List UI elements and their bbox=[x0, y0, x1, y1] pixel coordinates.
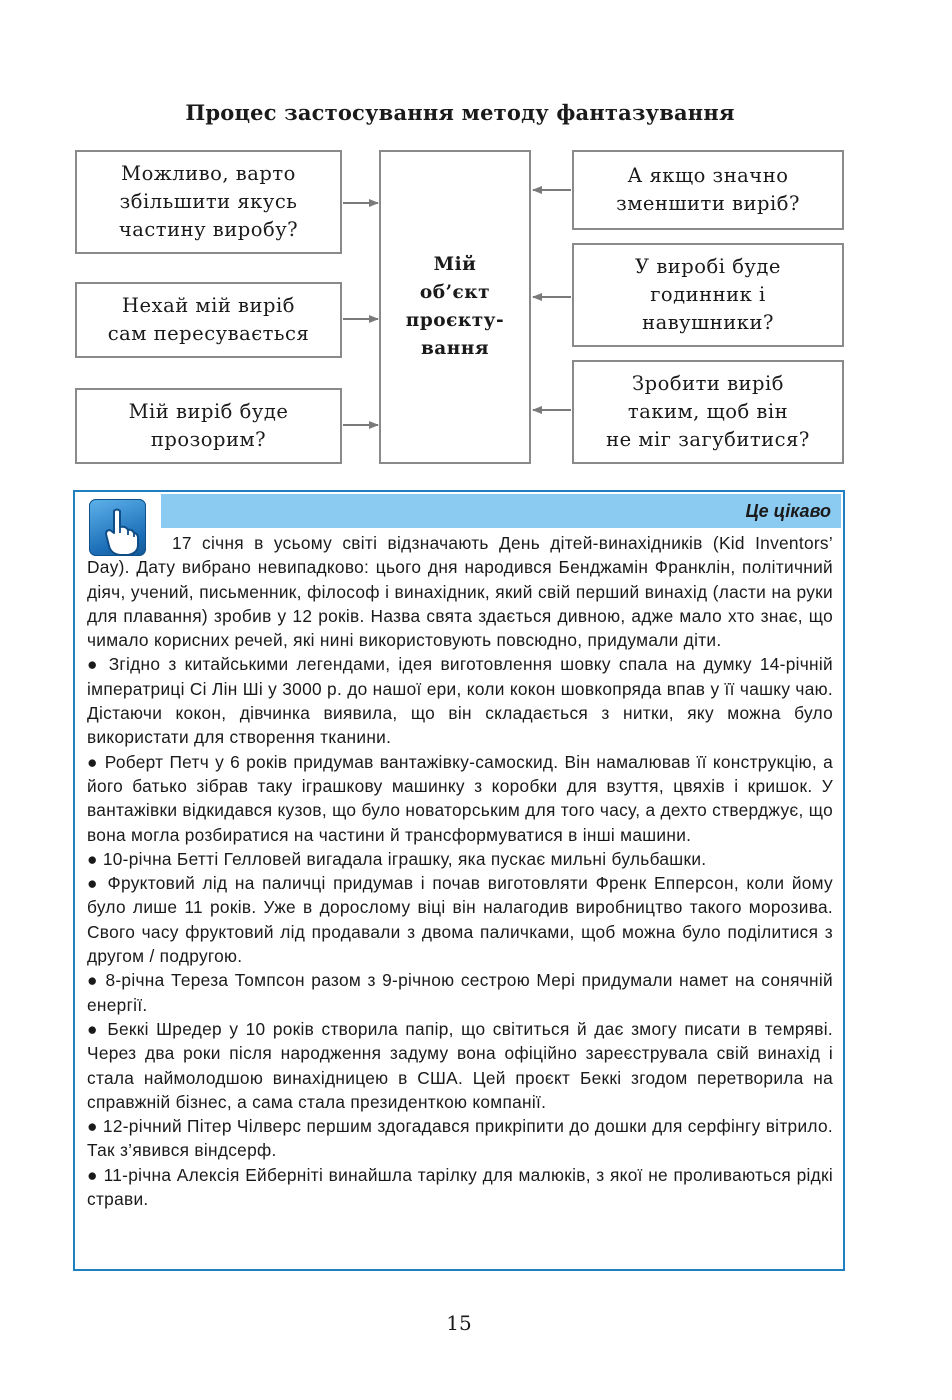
paragraph-solar-tent: ● 8-річна Тереза Томпсон разом з 9-річною сестрою Мері придумали намет на сонячній енергії. bbox=[87, 970, 833, 1015]
interesting-facts-panel bbox=[73, 490, 845, 1271]
paragraph-popsicle: ● Фруктовий лід на паличці придумав і почав виготовляти Френк Епперсон, коли йому було лише 11 років. Уже в дорослому віці він налагодив виробництво такого морозива. Свого часу фруктовий лід продавали з двома паличками, щоб можна було поділитися з другом / подругою. bbox=[87, 873, 833, 967]
paragraph-bubbles: ● 10-річна Бетті Гелловей вигадала іграшку, яка пускає мильні бульбашки. bbox=[87, 848, 707, 869]
left-box-2: Нехай мій виріб сам пересувається bbox=[75, 282, 342, 358]
page-number: 15 bbox=[446, 1311, 472, 1335]
right-box-1: А якщо значно зменшити виріб? bbox=[572, 150, 844, 230]
left-box-1: Можливо, варто збільшити якусь частину виробу? bbox=[75, 150, 342, 254]
paragraph-dump-truck: ● Роберт Петч у 6 років придумав вантажівку-самоскид. Він намалював її конструкцію, а його батько зібрав таку іграшкову машинку з коробки для взуття, цвяхів і кришок. У вантажівки відкидався кузов, що було новаторським для того часу, а дехто стверджує, що вона могла розбиратися на частини й трансформуватися в інші машини. bbox=[87, 751, 833, 845]
right-box-2: У виробі буде годинник і навушники? bbox=[572, 243, 844, 347]
paragraph-baby-plate: ● 11-річна Алексія Ейберніті винайшла тарілку для малюків, з якої не проливаються рідкі страви. bbox=[87, 1164, 833, 1210]
paragraph-windsurf: ● 12-річний Пітер Чілверс першим здогадався прикріпити до дошки для серфінгу вітрило. Так з’явився віндсерф. bbox=[87, 1116, 833, 1161]
paragraph-silk: ● Згідно з китайськими легендами, ідея виготовлення шовку спала на думку 14-річній імператриці Сі Лін Ші у 3000 р. до нашої ери, коли кокон шовкопряда впав у її чашку чаю. Дістаючи кокон, дівчинка виявила, що він складається з нитки, яку можна було використати для створення тканини. bbox=[87, 654, 833, 748]
panel-body bbox=[87, 531, 833, 1211]
paragraph-glowing-paper: ● Беккі Шредер у 10 років створила папір, що світиться й дає змогу писати в темряві. Через два роки після народження задуму вона офіційно зареєструвала свій винахід і стала наймолодшою винахідницею в США. Цей проєкт Беккі згодом перетворила на справжній бізнес, а сама стала президенткою компанії. bbox=[87, 1018, 833, 1112]
panel-title: Це цікаво bbox=[745, 501, 831, 521]
paragraph-intro: 17 січня в усьому світі відзначають День дітей-винахідників (Kid Inventors’ Day). Дату вибрано невипадково: цього дня народився Бенджамін Франклін, політичний діяч, учений, письменник, філософ і винахідник, який свій перший винахід (ласти на руки для плавання) зробив у 12 років. Назва свята здається дивною, адже мало хто знає, що чимало корисних речей, які нині використовують повсюдно, придумали діти. bbox=[87, 533, 833, 651]
left-box-3: Мій виріб буде прозорим? bbox=[75, 388, 342, 464]
panel-header bbox=[161, 494, 841, 528]
diagram-title: Процес застосування методу фантазування bbox=[185, 100, 735, 125]
center-box: Мій об’єкт проєкту- вання bbox=[379, 150, 531, 464]
right-box-3: Зробити виріб таким, щоб він не міг загубитися? bbox=[572, 360, 844, 464]
diagram-arrows bbox=[0, 0, 952, 480]
